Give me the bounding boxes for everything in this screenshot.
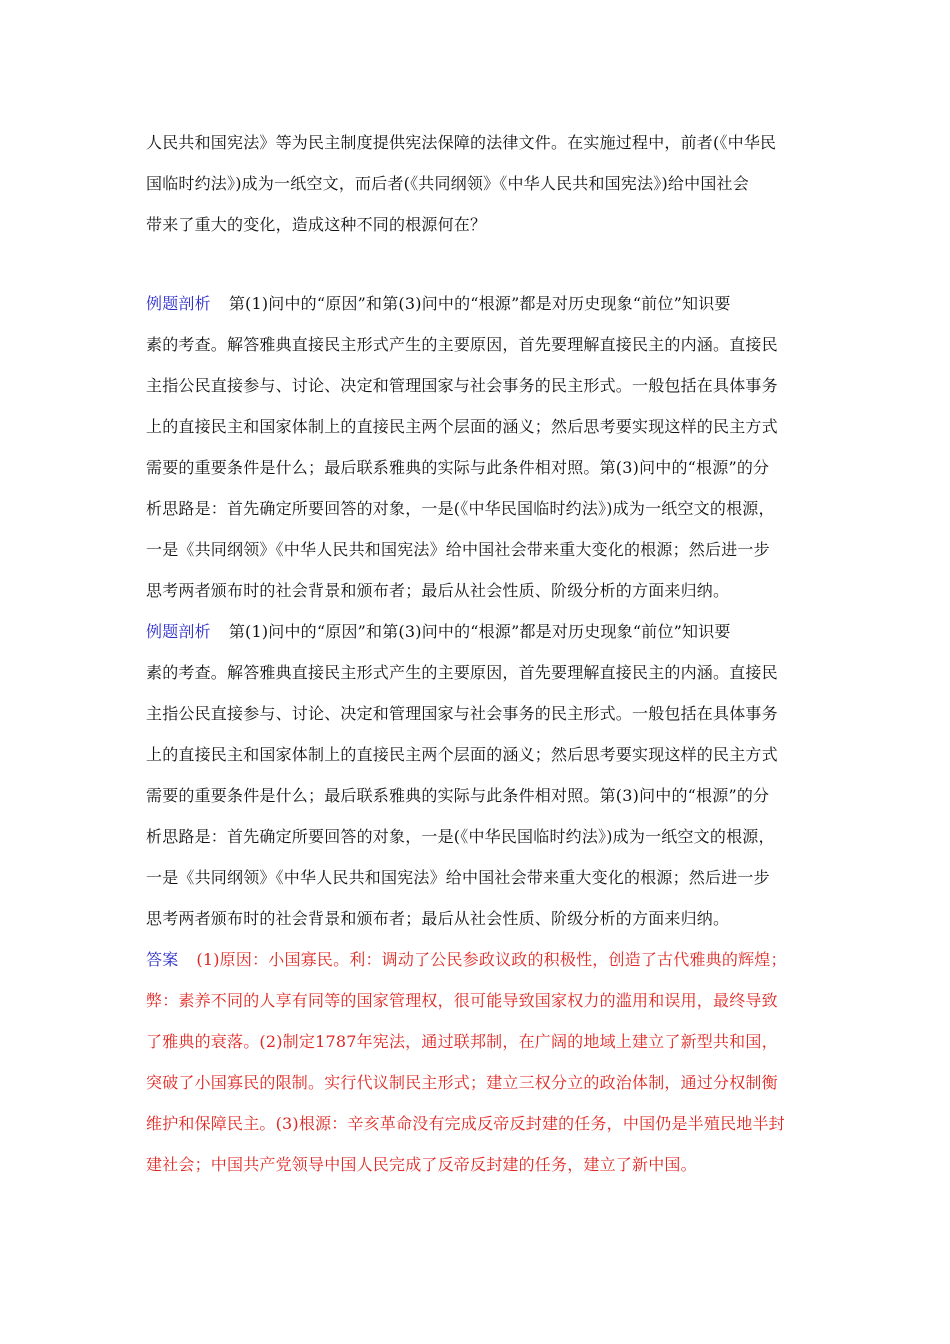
answer-text: 了雅典的衰落。(2)制定1787年宪法，通过联邦制，在广阔的地域上建立了新型共和国， xyxy=(146,1032,778,1051)
text-line: 析思路是：首先确定所要回答的对象，一是(《中华民国临时约法》)成为一纸空文的根源， xyxy=(146,499,775,518)
analysis-section-1 xyxy=(146,283,806,611)
text-line-content: 第(1)问中的“原因”和第(3)问中的“根源”都是对历史现象“前位”知识要 xyxy=(228,294,731,313)
question-intro xyxy=(146,122,806,245)
text-line: 一是《共同纲领》《中华人民共和国宪法》给中国社会带来重大变化的根源；然后进一步 xyxy=(146,868,770,887)
text-line xyxy=(146,939,806,980)
text-line xyxy=(146,611,806,652)
text-line: 思考两者颁布时的社会背景和颁布者；最后从社会性质、阶级分析的方面来归纳。 xyxy=(146,909,730,928)
text-line-content: 第(1)问中的“原因”和第(3)问中的“根源”都是对历史现象“前位”知识要 xyxy=(228,622,731,641)
text-line: 带来了重大的变化，造成这种不同的根源何在？ xyxy=(146,215,487,234)
text-line: 思考两者颁布时的社会背景和颁布者；最后从社会性质、阶级分析的方面来归纳。 xyxy=(146,581,730,600)
text-line: 需要的重要条件是什么；最后联系雅典的实际与此条件相对照。第(3)问中的“根源”的分 xyxy=(146,786,770,805)
text-line: 析思路是：首先确定所要回答的对象，一是(《中华民国临时约法》)成为一纸空文的根源， xyxy=(146,827,775,846)
text-line: 素的考查。解答雅典直接民主形式产生的主要原因，首先要理解直接民主的内涵。直接民 xyxy=(146,335,778,354)
answer-text: 维护和保障民主。(3)根源：辛亥革命没有完成反帝反封建的任务，中国仍是半殖民地半封 xyxy=(146,1114,785,1133)
text-line xyxy=(146,283,806,324)
text-line: 主指公民直接参与、讨论、决定和管理国家与社会事务的民主形式。一般包括在具体事务 xyxy=(146,704,778,723)
text-line: 国临时约法》)成为一纸空文，而后者(《共同纲领》《中华人民共和国宪法》)给中国社会 xyxy=(146,174,749,193)
answer-text: 建社会；中国共产党领导中国人民完成了反帝反封建的任务，建立了新中国。 xyxy=(146,1155,697,1174)
analysis-label: 例题剖析 xyxy=(146,622,211,641)
text-line: 上的直接民主和国家体制上的直接民主两个层面的涵义；然后思考要实现这样的民主方式 xyxy=(146,745,778,764)
text-line: 素的考查。解答雅典直接民主形式产生的主要原因，首先要理解直接民主的内涵。直接民 xyxy=(146,663,778,682)
text-line: 上的直接民主和国家体制上的直接民主两个层面的涵义；然后思考要实现这样的民主方式 xyxy=(146,417,778,436)
answer-text: 突破了小国寡民的限制。实行代议制民主形式；建立三权分立的政治体制，通过分权制衡 xyxy=(146,1073,778,1092)
text-line: 一是《共同纲领》《中华人民共和国宪法》给中国社会带来重大变化的根源；然后进一步 xyxy=(146,540,770,559)
text-line: 主指公民直接参与、讨论、决定和管理国家与社会事务的民主形式。一般包括在具体事务 xyxy=(146,376,778,395)
answer-text: (1)原因：小国寡民。利：调动了公民参政议政的积极性，创造了古代雅典的辉煌； xyxy=(196,950,787,969)
answer-section xyxy=(146,939,806,1185)
text-line: 人民共和国宪法》等为民主制度提供宪法保障的法律文件。在实施过程中，前者(《中华民 xyxy=(146,133,777,152)
answer-text: 弊：素养不同的人享有同等的国家管理权，很可能导致国家权力的滥用和误用，最终导致 xyxy=(146,991,778,1010)
text-line: 需要的重要条件是什么；最后联系雅典的实际与此条件相对照。第(3)问中的“根源”的分 xyxy=(146,458,770,477)
paragraph-gap xyxy=(146,245,806,283)
analysis-label: 例题剖析 xyxy=(146,294,211,313)
answer-label: 答案 xyxy=(146,950,179,969)
analysis-section-2 xyxy=(146,611,806,939)
document-page xyxy=(146,122,806,1185)
